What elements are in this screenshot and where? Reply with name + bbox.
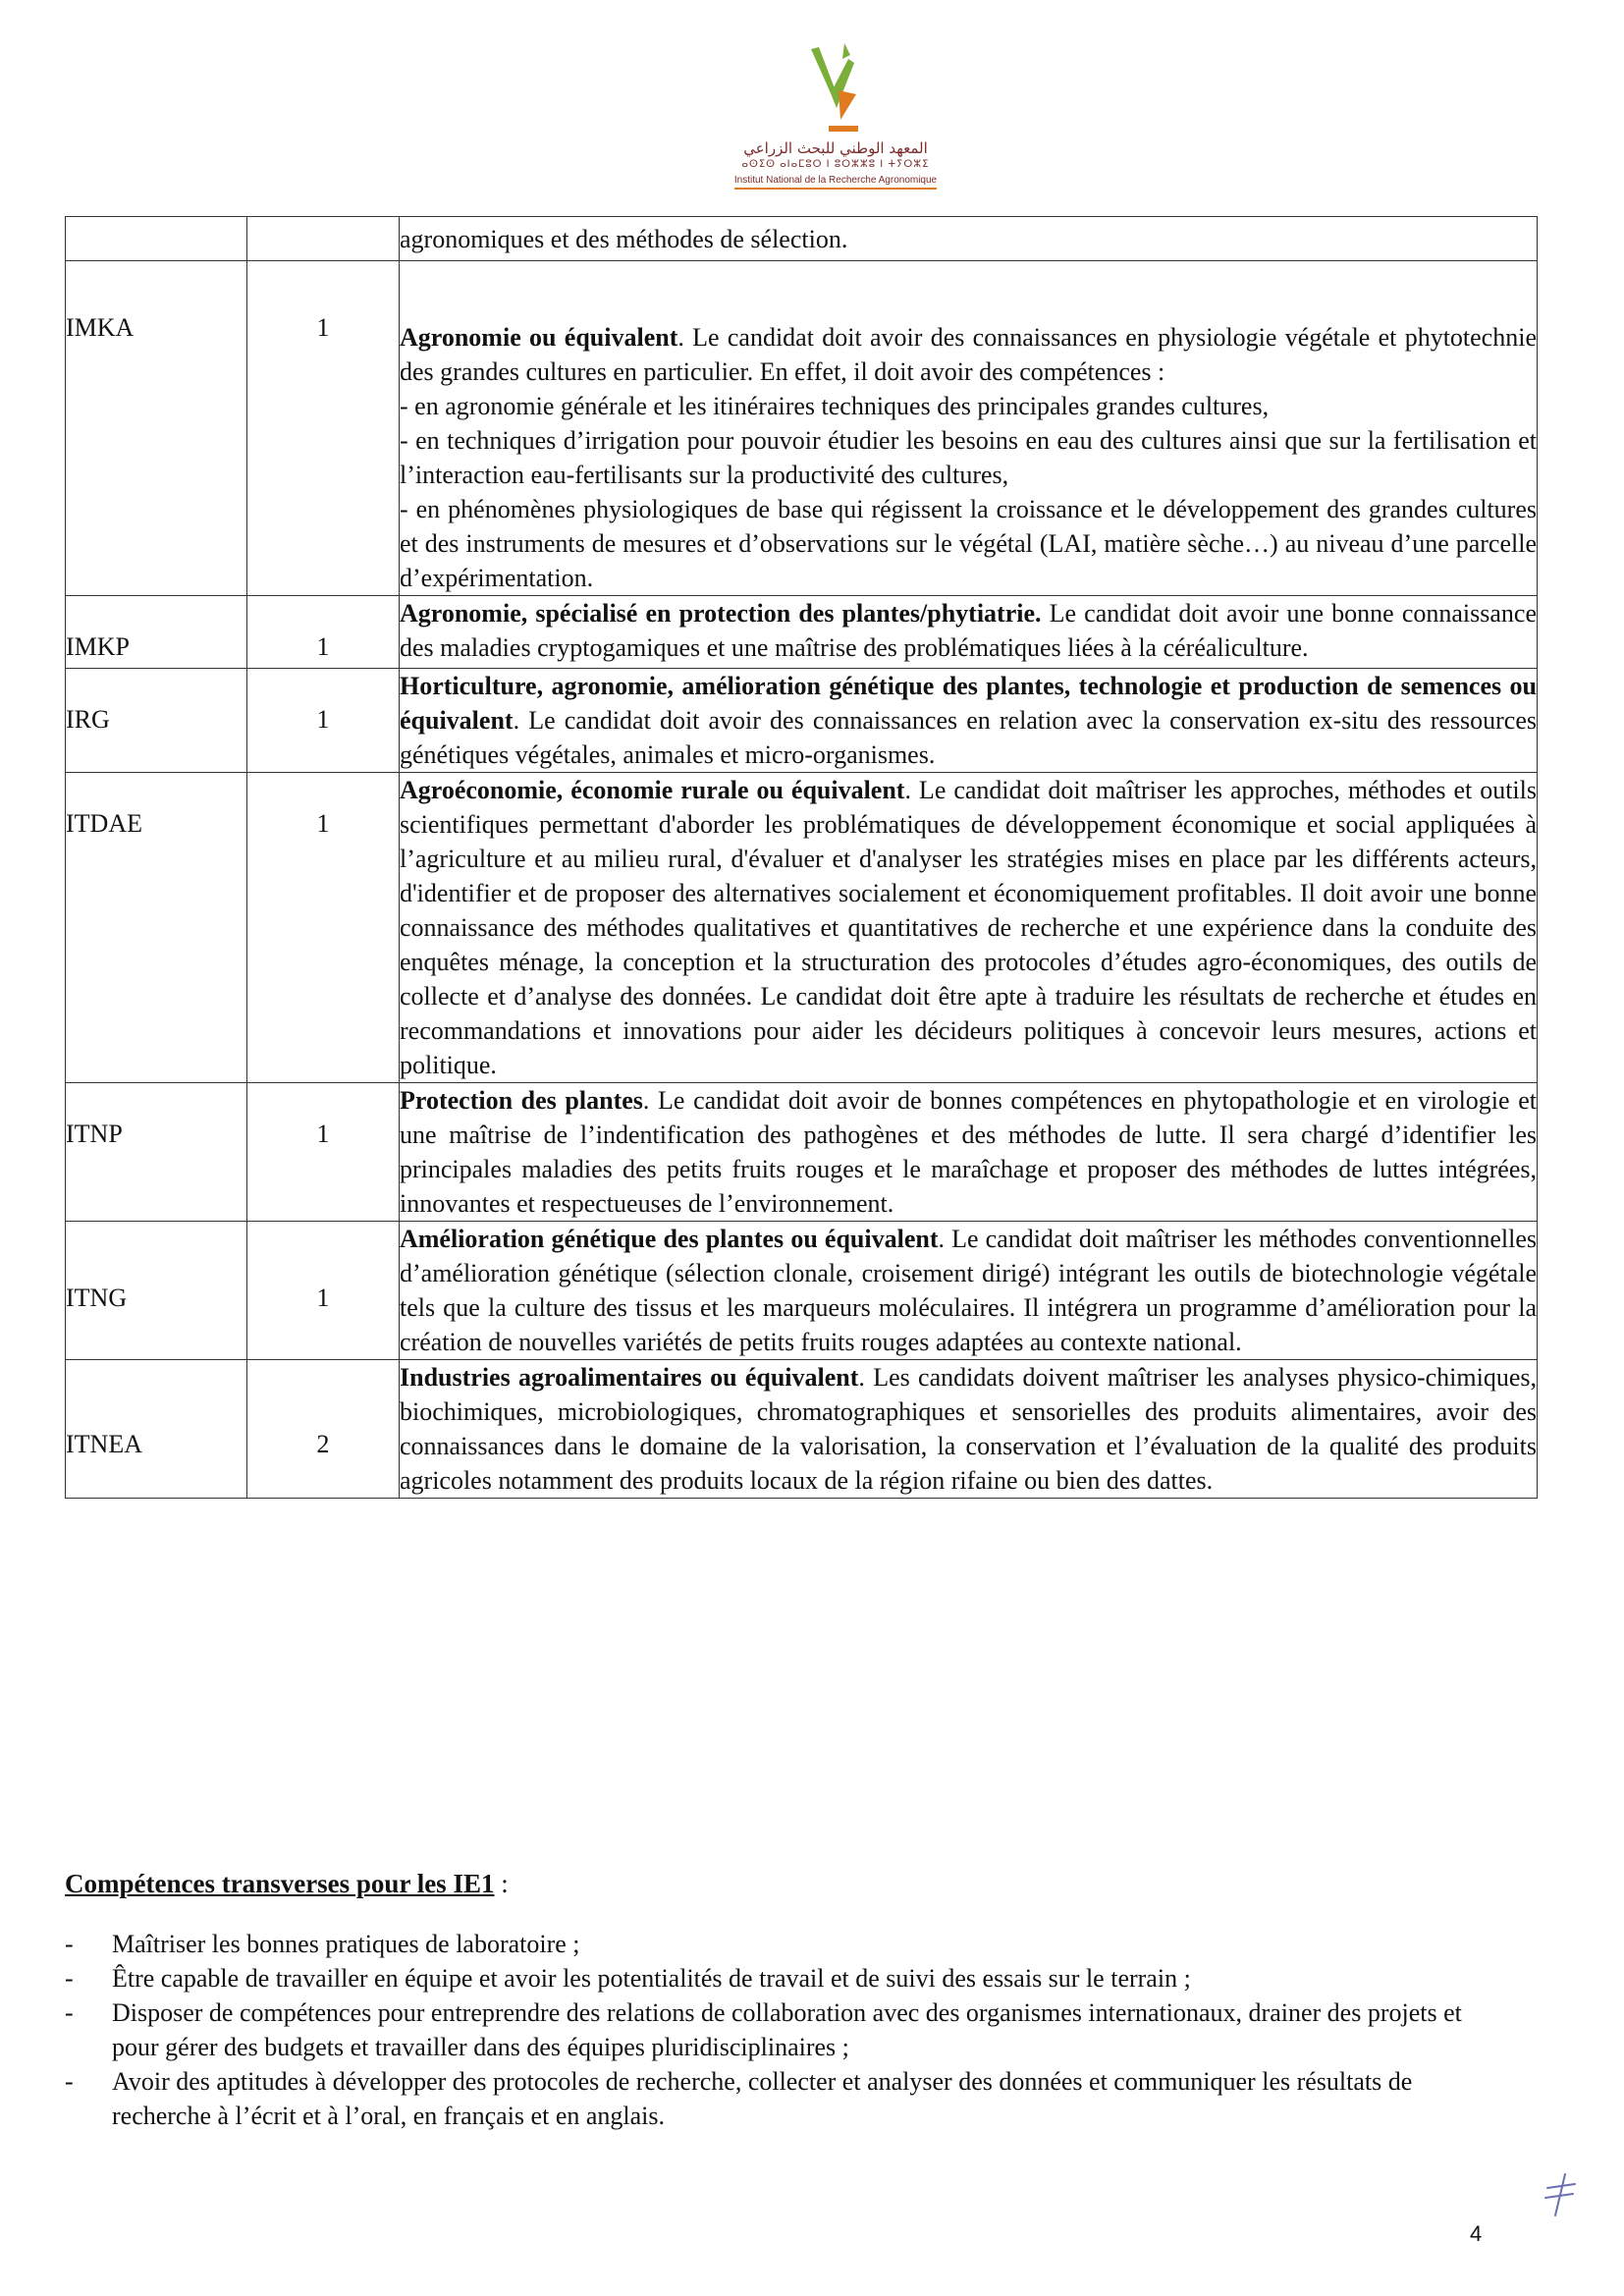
position-description-cell xyxy=(400,1360,1538,1499)
initials-signature-icon xyxy=(1542,2170,1581,2219)
competences-list xyxy=(65,1927,1498,2133)
list-item-text: Avoir des aptitudes à développer des protocoles de recherche, collecter et analyser des données et communiquer les résultats de recherche à l’écrit et à l’oral, en français et en anglais. xyxy=(112,2067,1413,2130)
position-code-cell xyxy=(66,1083,247,1222)
position-description xyxy=(400,596,1537,665)
description-text: . Les candidats doivent maîtriser les analyses physico-chimiques, biochimiques, microbiologiques, chromatographiques et sensorielles des produits alimentaires, avoir des connaissances dans le domaine de la valorisation, la conservation et l’évaluation de la qualité des produits agricoles notamment des produits locaux de la région rifaine ou bien des dattes. xyxy=(400,1363,1537,1495)
position-code: ITDAE xyxy=(66,809,142,838)
description-text: . Le candidat doit avoir des connaissances en relation avec la conservation ex-situ des ressources génétiques végétales, animales et micro-organismes. xyxy=(400,706,1537,769)
list-dash: - xyxy=(65,1930,74,1958)
description-title: Protection des plantes xyxy=(400,1086,643,1115)
position-count-cell xyxy=(247,217,400,261)
logo-arabic-text: المعهد الوطني للبحث الزراعي xyxy=(743,139,928,157)
position-count-cell xyxy=(247,1360,400,1499)
position-code-cell xyxy=(66,1222,247,1360)
position-count: 1 xyxy=(316,809,330,838)
position-code-cell xyxy=(66,1360,247,1499)
list-item xyxy=(65,1995,1498,2064)
list-item xyxy=(65,1927,1498,1961)
list-item-text: Maîtriser les bonnes pratiques de laboratoire ; xyxy=(112,1930,580,1958)
list-item-text: Être capable de travailler en équipe et avoir les potentialités de travail et de suivi des essais sur le terrain ; xyxy=(112,1964,1191,1993)
description-title: Horticulture, agronomie, amélioration génétique des plantes, technologie et production de semences ou équivalent xyxy=(400,672,1537,735)
description-text: agronomiques et des méthodes de sélection. xyxy=(400,225,848,253)
list-dash: - xyxy=(65,2067,74,2096)
position-description-cell xyxy=(400,1222,1538,1360)
description-bullet: - en agronomie générale et les itinéraires techniques des principales grandes cultures, xyxy=(400,392,1270,420)
position-code-cell xyxy=(66,669,247,773)
description-title: Agronomie, spécialisé en protection des plantes/phytiatrie. xyxy=(400,599,1042,628)
position-description-cell xyxy=(400,1083,1538,1222)
position-code: ITNP xyxy=(66,1120,123,1148)
list-item xyxy=(65,1961,1498,1995)
position-code: IRG xyxy=(66,705,110,734)
table-row xyxy=(66,261,1538,596)
description-text: Le candidat doit avoir une bonne connaissance des maladies cryptogamiques et une maîtrise des problématiques liées à la céréaliculture. xyxy=(400,599,1537,662)
table-row xyxy=(66,1360,1538,1499)
list-dash: - xyxy=(65,1998,74,2027)
position-count: 2 xyxy=(316,1430,330,1458)
position-description xyxy=(400,669,1537,772)
position-code-cell xyxy=(66,773,247,1083)
table-row xyxy=(66,669,1538,773)
position-count: 1 xyxy=(316,313,330,342)
description-title: Agronomie ou équivalent xyxy=(400,323,678,352)
description-text: . Le candidat doit maîtriser les méthodes conventionnelles d’amélioration génétique (sélection clonale, croisement dirigé) intégrant les outils de biotechnologie végétale tels que la culture des tissus et les marqueurs moléculaires. Il intégrera un programme d’amélioration pour la création de nouvelles variétés de petits fruits rouges adaptées au contexte national. xyxy=(400,1225,1537,1356)
position-code-cell xyxy=(66,261,247,596)
list-dash: - xyxy=(65,1964,74,1993)
position-count-cell xyxy=(247,596,400,669)
inra-logo-icon xyxy=(801,39,870,137)
description-title: Industries agroalimentaires ou équivalent xyxy=(400,1363,859,1392)
table-row xyxy=(66,596,1538,669)
competences-heading-suffix: : xyxy=(494,1869,509,1898)
position-description xyxy=(400,773,1537,1082)
position-count: 1 xyxy=(316,1120,330,1148)
position-description-cell xyxy=(400,596,1538,669)
table-row xyxy=(66,1222,1538,1360)
institution-logo xyxy=(723,39,948,190)
position-description xyxy=(400,1360,1537,1498)
description-bullet: - en techniques d’irrigation pour pouvoir étudier les besoins en eau des cultures ainsi que sur la fertilisation et l’interaction eau-fertilisants sur la productivité des cultures, xyxy=(400,426,1537,489)
description-text: . Le candidat doit avoir de bonnes compétences en phytopathologie et en virologie et une maîtrise de l’indentification des pathogènes et des méthodes de lutte. Il sera chargé d’identifier les principales maladies des petits fruits rouges et le maraîchage et proposer des méthodes de luttes intégrées, innovantes et respectueuses de l’environnement. xyxy=(400,1086,1537,1218)
table-row xyxy=(66,1083,1538,1222)
position-count: 1 xyxy=(316,632,330,661)
description-bullet: - en phénomènes physiologiques de base qui régissent la croissance et le développement des grandes cultures et des instruments de mesures et d’observations sur le végétal (LAI, matière sèche…) au niveau d’une parcelle d’expérimentation. xyxy=(400,495,1537,592)
position-code-cell xyxy=(66,217,247,261)
position-code: IMKA xyxy=(66,313,135,342)
logo-tifinagh-text: ⴰⵙⵉⵙ ⴰⵏⴰⵎⵓⵔ ⵏ ⵓⵔⵣⵣⵓ ⵏ ⵜⵢⵔⵣⵉ xyxy=(741,159,930,170)
positions-table xyxy=(65,216,1538,1499)
description-text: . Le candidat doit avoir des connaissances en physiologie végétale et phytotechnie des grandes cultures en particulier. En effet, il doit avoir des compétences : xyxy=(400,323,1537,386)
position-count: 1 xyxy=(316,705,330,734)
position-code: IMKP xyxy=(66,632,131,661)
position-count-cell xyxy=(247,669,400,773)
page-number: 4 xyxy=(1470,2221,1483,2246)
position-count-cell xyxy=(247,1222,400,1360)
position-description xyxy=(400,217,1537,260)
position-code: ITNG xyxy=(66,1284,128,1312)
position-count-cell xyxy=(247,261,400,596)
position-code: ITNEA xyxy=(66,1430,142,1458)
logo-french-text: Institut National de la Recherche Agronomique xyxy=(734,175,937,190)
position-code xyxy=(66,217,246,226)
table-row xyxy=(66,217,1538,261)
table-row xyxy=(66,773,1538,1083)
position-description-cell xyxy=(400,261,1538,596)
position-description-cell xyxy=(400,217,1538,261)
competences-heading-text: Compétences transverses pour les IE1 xyxy=(65,1869,495,1898)
position-code-cell xyxy=(66,596,247,669)
position-count: 1 xyxy=(316,1284,330,1312)
list-item xyxy=(65,2064,1498,2133)
description-title: Agroéconomie, économie rurale ou équivalent xyxy=(400,776,905,804)
position-count xyxy=(247,217,399,226)
position-count-cell xyxy=(247,1083,400,1222)
description-text: . Le candidat doit maîtriser les approches, méthodes et outils scientifiques permettant d'aborder les problématiques de développement économique et social appliquées à l’agriculture et au milieu rural, d'évaluer et d'analyser les stratégies mises en place par les différents acteurs, d'identifier et de proposer des alternatives socialement et économiquement profitables. Il doit avoir une bonne connaissance des méthodes qualitatives et quantitatives de recherche et une expérience dans la conduite des enquêtes ménage, la conception et la structuration des protocoles d’études agro-économiques, des outils de collecte et d’analyse des données. Le candidat doit être apte à traduire les résultats de recherche et études en recommandations et innovations pour aider les décideurs politiques à concevoir leurs mesures, actions et politique. xyxy=(400,776,1537,1079)
description-title: Amélioration génétique des plantes ou équivalent xyxy=(400,1225,939,1253)
position-description xyxy=(400,261,1537,389)
position-description-cell xyxy=(400,773,1538,1083)
position-count-cell xyxy=(247,773,400,1083)
position-description xyxy=(400,1083,1537,1221)
competences-heading xyxy=(65,1869,509,1899)
list-item-text: Disposer de compétences pour entreprendre des relations de collaboration avec des organismes internationaux, drainer des projets et pour gérer des budgets et travailler dans des équipes pluridisciplinaires ; xyxy=(112,1998,1462,2061)
position-description-cell xyxy=(400,669,1538,773)
position-description xyxy=(400,1222,1537,1359)
